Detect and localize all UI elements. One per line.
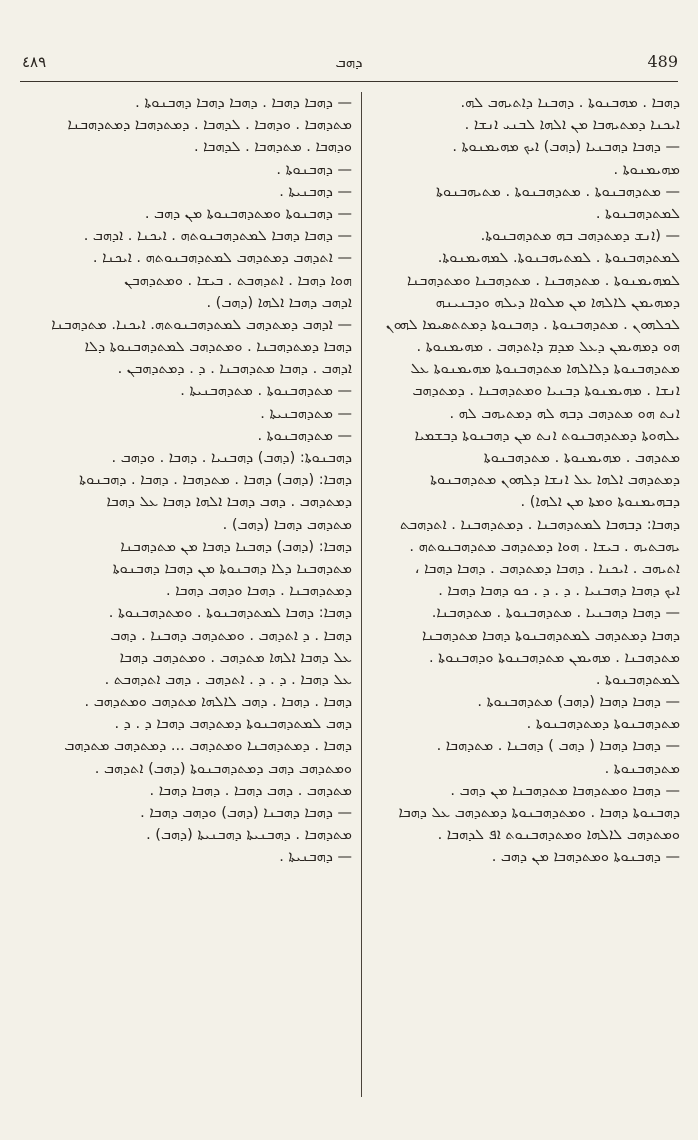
entry-line: ܡܬܕܗܒܐ . ܘܕܗܒܐ . ܠܕܗܒܐ . ܕܡܬܕܗܒܐ ܕܡܬܕܗܒܢܐ	[67, 117, 352, 134]
entry-line: — ܡܬܕܗܒܢܘܬܐ . ܡܬܕܗܒܢܝܬܐ .	[180, 383, 352, 400]
entry-line: — ܕܗܒܐ ܕܗܒܢܐ (ܕܗܒ) ܘܕܗܒ ܕܗܒܐ .	[140, 805, 352, 821]
entry-line: ܐܢܫܐ . ܡܗܝܡܢܘܬܐ ܕܒܢܝܐ ܘܡܬܕܗܒܢܐ . ܕܡܬܕܗܒ	[412, 383, 680, 400]
entry-line: — ܕܗܒܢܘܬܐ ܘܡܬܕܗܒܐ ܡܢ ܕܗܒ .	[491, 849, 680, 866]
entry-line: ܡܬܕܗܒ . ܡܗܝܡܢܘܬܐ . ܡܬܕܗܒܢܘܬܐ	[483, 450, 680, 466]
entry-line: ܗܘܐ ܕܗܒܐ . ܐܬܕܗܒܬ . ܒܝܫܐ . ܘܡܬܕܗܒܢ	[124, 272, 352, 289]
entry-line: ܕܗܒܐ . ܕܗܒܐ . ܕܗܒ ܠܐܠܗܐ ܡܬܕܗܒ ܘܡܬܕܗܒ .	[84, 694, 352, 711]
entry-line: — ܕܗܒܢܘܬܐ ܘܡܬܕܗܒܢܘܬܐ ܡܢ ܕܗܒ .	[144, 205, 352, 222]
entry-line: — ܕܗܒܐ ܕܗܒܐ ܠܡܬܕܗܒܢܘܬܗ . ܐܝܟܢܐ . ܐܕܗܒ .	[83, 228, 352, 245]
entry-line: ܗܘ ܕܡܗܝܡܢ ܕܥܠ ܡܕܡ ܕܐܬܕܗܒ . ܡܗܝܡܢܘܬܐ .	[416, 339, 680, 356]
entry-line: — ܐܕܗܒ ܕܡܬܕܗܒ ܠܡܬܕܗܒܢܘܬܗ. ܐܝܟܢܐ. ܡܬܕܗܒܢܐ	[51, 316, 352, 333]
entry-line: ܠܟܠܗܘܢ . ܡܬܕܗܒܢܘܬܐ . ܕܗܒܢܘܬܐ ܕܡܬܬܣܝܡܐ ܠܗܘܢ	[385, 316, 680, 333]
entry-line: ܡܬܕܗܒܢܘܬܐ .	[604, 760, 680, 777]
entry-line: ܕܗܒܐ: ܕܗܒܐ ܠܡܬܕܗܒܢܘܬܐ . ܘܡܬܕܗܒܢܘܬܐ .	[108, 605, 352, 622]
page-number-syriac: ٤٨٩	[22, 53, 47, 71]
entry-line: ܕܗܒܐ . ܕ ܐܬܕܗܒ . ܘܡܬܕܗܒ ܕܗܒܢܐ . ܕܗܒ	[110, 627, 352, 644]
entry-line: ܡܬܕܗܒ . ܕܗܒ ܕܗܒܐ . ܕܗܒܐ ܕܗܒܐ .	[149, 782, 352, 799]
entry-line: ܥܠ ܕܗܒܐ . ܕ . ܕ . ܐܬܕܗܒ . ܕܗܒ ܐܬܕܗܒܬ .	[104, 671, 352, 688]
entry-line: ܥܠ ܕܗܒܐ ܐܠܗܐ ܡܬܕܗܒ . ܘܡܬܕܗܒ ܕܗܒܐ	[119, 649, 352, 666]
entry-line: ܡܗܝܡܢܘܬܐ .	[613, 161, 680, 178]
entry-line: — ܕܗܒܢܝܬܐ .	[279, 849, 352, 866]
entry-line: ܕܡܬܕܗܒ . ܕܗܒ ܕܗܒܐ ܐܠܗܐ ܕܗܒܐ ܥܠ ܕܗܒܐ	[106, 494, 352, 511]
entry-line: ܕܡܬܕܗܒܢܐ . ܕܗܒܐ ܘܕܗܒ ܕܗܒܐ .	[166, 583, 352, 600]
entry-line: ܕܗܒܐ: ܕܒܗܒܐ ܠܡܬܕܗܒܢܐ . ܕܡܬܕܗܒܢܐ . ܐܬܕܗܒܬ	[400, 516, 680, 533]
entry-line: — ܐܬܕܗܒ ܕܡܬܕܗܒ ܠܡܬܕܗܒܢܘܬܗ . ܐܝܟܢܐ .	[92, 250, 352, 267]
entry-line: ܕܗܒ ܠܡܬܕܗܒܢܘܬܐ ܕܡܬܕܗܒ ܕܗܒܐ ܕ . ܕ .	[114, 716, 352, 733]
entry-line: — ܕܗܒܐ ܕܗܒܐ (ܕܗܒ) ܡܬܕܗܒܢܘܬܐ .	[477, 694, 680, 711]
entry-line: ܕܗܒܢܘܬܐ ܕܗܒܐ . ܘܡܬܕܗܒܢܘܬܐ ܕܡܬܕܗܒ ܥܠ ܕܗܒܐ	[398, 805, 680, 821]
entry-line: ܕܡܗܝܡܢ ܠܐܠܗܐ ܡܢ ܡܠܘܐܐ ܕܝܠܗ ܘܕܒܢܝܢܗ	[435, 294, 680, 311]
entry-line: — (ܐܢܫ ܕܡܬܕܗܒ ܒܗ ܡܬܕܗܒܢܘܬܐ.	[480, 228, 680, 245]
entry-line: ܕܗܒܐ: (ܕܗܒ) ܕܗܒܢܐ ܕܗܒܐ ܡܢ ܡܬܕܗܒܢܐ	[120, 538, 352, 555]
entry-line: ܐܕܗܒ ܕܗܒܐ ܐܠܗܐ (ܕܗܒ) .	[206, 294, 352, 311]
entry-line: ܘܕܗܒܐ . ܡܬܕܗܒܐ . ܠܕܗܒܐ .	[193, 139, 352, 156]
entry-line: — ܡܬܕܗܒܢܘܬܐ .	[257, 427, 352, 444]
entry-line: — ܕܗܒܐ ܕܗܒܐ ( ܕܗܒ ) ܕܗܒܢܐ . ܡܬܕܗܒܐ .	[436, 738, 680, 755]
entry-line: — ܕܗܒܢܝܬܐ .	[279, 183, 352, 200]
entry-line: ܡܬܕܗܒܢܘܬܐ ܕܠܐܠܗܐ ܡܬܕܗܒܢܘܬܐ ܡܗܝܡܢܘܬܐ ܥܠ	[410, 361, 680, 378]
entry-line: ܕܒܗܝܡܢܘܬܐ ܘܡܬܐ ܡܢ ܐܠܗܐ) .	[520, 494, 680, 511]
entry-line: ܠܡܗܝܡܢܘܬܐ . ܡܬܕܗܒܢܐ . ܡܬܕܗܒܢܐ ܘܡܬܕܗܒܢܐ	[406, 272, 680, 289]
entry-line: ܝܗܒܬܝܗ . ܒܝܫܐ . ܗܘܐ ܕܡܬܕܗܒ ܡܬܕܗܒܢܘܬܗ .	[409, 538, 680, 555]
entry-line: — ܕܗܒܐ ܕܗܒܐ . ܕܗܒܐ ܕܗܒܐ ܕܗܒܢܘܬܐ .	[135, 95, 352, 111]
column-divider	[361, 92, 362, 1097]
entry-line: — ܕܗܒܐ ܘܡܬܕܗܒܐ ܡܬܕܗܒܢܐ ܡܢ ܕܗܒ .	[450, 782, 680, 799]
entry-line: ܕܗܒܐ . ܡܗܒܢܘܬܐ . ܕܗܒܢܐ ܕܐܬܝܗܒ ܠܗ.	[460, 95, 680, 111]
entry-line: ܐܝܟܢܐ ܕܡܬܝܗܒܐ ܡܢ ܐܠܗܐ ܠܒܢܝ ܐܢܫܐ .	[464, 117, 680, 134]
entry-line: ܡܬܕܗܒܢܐ . ܡܗܝܡܢ ܡܬܕܗܒܢܘܬܐ ܘܕܗܒܢܘܬܐ .	[428, 649, 680, 666]
left-column	[42, 92, 352, 869]
entry-line: ܝܠܗܘܬܐ ܕܡܬܕܗܒܢܘܬ ܐܢܬ ܡܢ ܕܗܒܢܘܬܐ ܕܒܫܡܝܐ	[414, 427, 680, 444]
entry-line: ܡܬܕܗܒܢܘܬܐ ܕܡܬܕܗܒܢܘܬܐ .	[526, 716, 680, 733]
entry-line: ܠܡܬܕܗܒܢܘܬܐ .	[595, 205, 680, 222]
entry-line: — ܡܬܕܗܒܢܝܬܐ .	[260, 405, 352, 422]
entry-line: ܐܢܬ ܗܘ ܡܬܕܗܒ ܕܒܗ ܠܗ ܕܡܬܝܗܒ ܠܗ .	[449, 405, 680, 422]
entry-line: ܕܗܒܐ ܕܡܬܕܗܒܢܐ . ܘܡܬܕܗܒ ܠܡܬܕܗܒܢܘܬܐ ܕܠܐ	[84, 339, 352, 356]
entry-line: ܕܗܒܐ: (ܕܗܒ) ܕܗܒܐ . ܡܬܕܗܒܐ . ܕܗܒܐ . ܕܗܒܢܘܬܐ	[79, 472, 352, 489]
entry-line: ܡܬܕܗܒܢܐ ܕܠܐ ܕܗܒܢܘܬܐ ܡܢ ܕܗܒܐ ܕܗܒܢܘܬܐ	[112, 560, 352, 577]
entry-line: ܐܬܝܗܒ . ܐܝܟܢܐ . ܕܗܒܐ ܕܡܬܕܗܒ . ܕܗܒܐ ܕܗܒܐ ،	[414, 560, 680, 577]
header-rule	[20, 81, 678, 82]
entry-line: — ܕܗܒܐ ܕܗܒܢܝܐ . ܡܬܕܗܒܢܘܬܐ . ܡܬܕܗܒܢܐ.	[431, 605, 680, 622]
running-title: ܕܗܒ	[335, 53, 363, 71]
entry-line: ܠܡܬܕܗܒܢܘܬܐ .	[595, 671, 680, 688]
entry-line: ܘܡܬܕܗܒ ܕܗܒ ܕܡܬܕܗܒܢܘܬܐ (ܕܗܒ) ܐܬܕܗܒ .	[94, 760, 352, 777]
page-number: 489	[647, 52, 678, 71]
entry-line: ܕܗܒܢܘܬܐ: (ܕܗܒ) ܕܗܒܢܝܐ . ܕܗܒܐ . ܘܕܗܒ .	[111, 450, 352, 466]
entry-line: ܐܝܟ ܕܗܒܐ ܕܗܒܢܝܐ . ܕ . ܕ . ܟܘ ܕܗܒܐ ܕܗܒܐ .	[438, 583, 680, 600]
entry-line: ܐܕܗܒ . ܕܗܒܐ ܡܬܕܗܒܢܐ . ܕ . ܕܡܬܕܗܒܢ .	[117, 361, 352, 378]
entry-line: ܡܬܕܗܒ ܕܗܒܐ (ܕܗܒ) .	[222, 516, 352, 533]
entry-line: ܕܗܒܐ . ܕܡܬܕܗܒܢܐ ܘܡܬܕܗܒ ... ܕܡܬܕܗܒ ܡܬܕܗܒ	[64, 738, 352, 755]
right-column	[372, 92, 680, 869]
entry-line: — ܡܬܕܗܒܢܘܬܐ . ܡܬܕܗܒܢܘܬܐ . ܡܬܝܗܒܢܘܬܐ	[436, 183, 680, 200]
entry-line: ܡܬܕܗܒܐ . ܕܗܒܢܝܬܐ ܕܗܒܢܝܬܐ (ܕܗܒ) .	[146, 827, 352, 844]
entry-line: — ܕܗܒܐ ܕܗܒܢܝܐ (ܕܗܒ) ܐܝܟ ܡܗܝܡܢܘܬܐ .	[452, 139, 680, 156]
entry-line: — ܕܗܒܢܘܬܐ .	[276, 161, 352, 178]
entry-line: ܕܗܒܐ ܕܡܬܕܗܒ ܠܡܬܕܗܒܢܘܬܐ ܕܗܒܐ ܡܬܕܗܒܢܐ	[422, 627, 680, 644]
entry-line: ܠܡܬܕܗܒܢܘܬܐ . ܠܡܬܝܗܒܢܘܬܐ. ܠܡܗܝܡܢܘܬܐ.	[437, 250, 680, 267]
entry-line: ܕܡܬܕܗܒ ܐܠܗܐ ܥܠ ܐܢܫܐ ܕܠܗܘܢ ܡܬܕܗܒܢܘܬܐ	[430, 472, 680, 489]
entry-line: ܘܡܬܕܗܒ ܠܐܠܗܐ ܘܡܬܕܗܒܢܘܬ ܐܦ ܠܕܗܒܐ .	[437, 827, 680, 844]
